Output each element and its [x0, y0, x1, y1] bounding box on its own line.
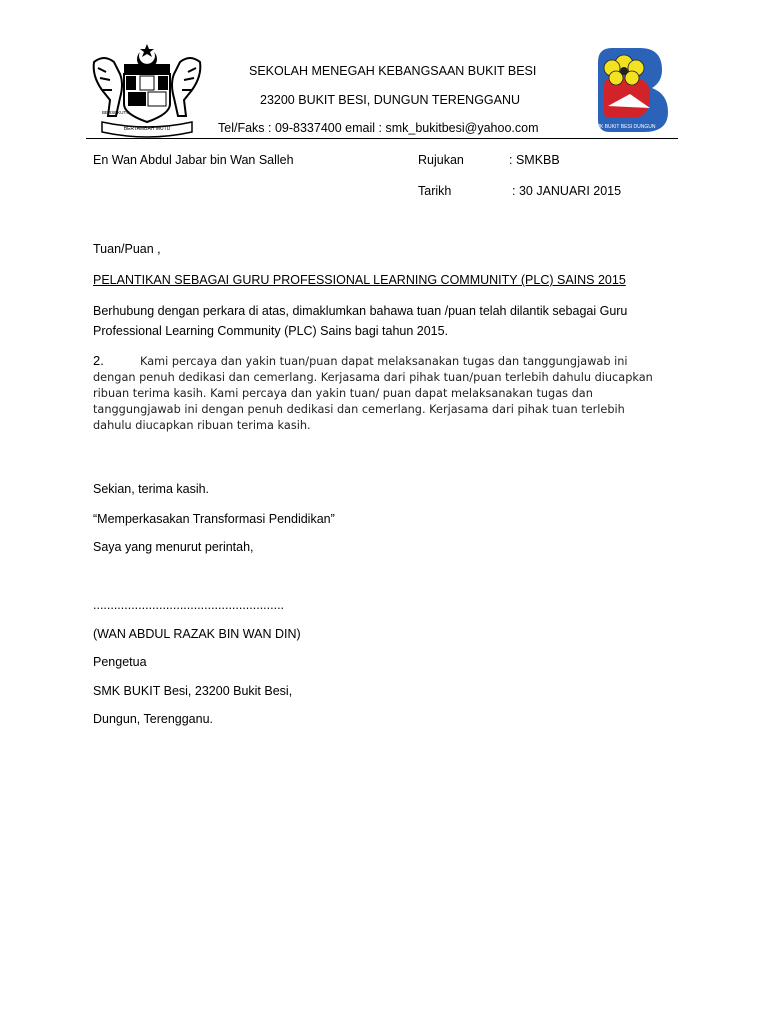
paragraph-2-line-2: dengan penuh dedikasi dan cemerlang. Kerjasama dari pihak tuan/puan terlebih dahulu diucapkan: [93, 371, 653, 384]
paragraph-2-line-1: Kami percaya dan yakin tuan/puan dapat melaksanakan tugas dan tanggungjawab ini: [140, 355, 628, 368]
paragraph-2-line-4: tanggungjawab ini dengan penuh dedikasi dan cemerlang. Kerjasama dari pihak tuan terlebih: [93, 403, 625, 416]
signatory-title: Pengetua: [93, 655, 147, 669]
signature-line: .......................................................: [93, 598, 285, 612]
school-contact: Tel/Faks : 09-8337400 email : smk_bukitbesi@yahoo.com: [218, 121, 539, 135]
paragraph-2-line-5: dahulu diucapkan ribuan terima kasih.: [93, 419, 311, 432]
motto: “Memperkasakan Transformasi Pendidikan”: [93, 512, 335, 526]
reference-value: : SMKBB: [509, 153, 560, 167]
paragraph-2-line-3: ribuan terima kasih. Kami percaya dan yakin tuan/ puan dapat melaksanakan tugas dan: [93, 387, 593, 400]
subject-line: PELANTIKAN SEBAGAI GURU PROFESSIONAL LEARNING COMMUNITY (PLC) SAINS 2015: [93, 273, 626, 287]
date-value: : 30 JANUARI 2015: [512, 184, 622, 198]
letterhead-divider: [86, 138, 678, 139]
signatory-name: (WAN ABDUL RAZAK BIN WAN DIN): [93, 627, 301, 641]
obey-line: Saya yang menurut perintah,: [93, 540, 254, 554]
paragraph-1-line-1: Berhubung dengan perkara di atas, dimaklumkan bahawa tuan /puan telah dilantik sebagai Guru: [93, 304, 628, 318]
coat-of-arms-logo: [88, 42, 206, 138]
date-label: Tarikh: [418, 184, 452, 198]
paragraph-1-line-2: Professional Learning Community (PLC) Sains bagi tahun 2015.: [93, 324, 449, 338]
school-logo: [584, 42, 672, 134]
reference-label: Rujukan: [418, 153, 464, 167]
signatory-address-2: Dungun, Terengganu.: [93, 712, 214, 726]
paragraph-2-number: 2.: [93, 353, 104, 368]
svg-text:BERSEKUTU: BERSEKUTU: [102, 110, 130, 115]
salutation: Tuan/Puan ,: [93, 242, 161, 256]
svg-text:BERTAMBAH MUTU: BERTAMBAH MUTU: [123, 126, 171, 132]
svg-text:SMK BUKIT BESI DUNGUN: SMK BUKIT BESI DUNGUN: [592, 124, 656, 130]
closing-thanks: Sekian, terima kasih.: [93, 482, 210, 496]
school-address: 23200 BUKIT BESI, DUNGUN TERENGGANU: [260, 93, 521, 107]
recipient-name: En Wan Abdul Jabar bin Wan Salleh: [93, 153, 294, 167]
signatory-address-1: SMK BUKIT Besi, 23200 Bukit Besi,: [93, 684, 293, 698]
school-name: SEKOLAH MENEGAH KEBANGSAAN BUKIT BESI: [249, 64, 537, 78]
